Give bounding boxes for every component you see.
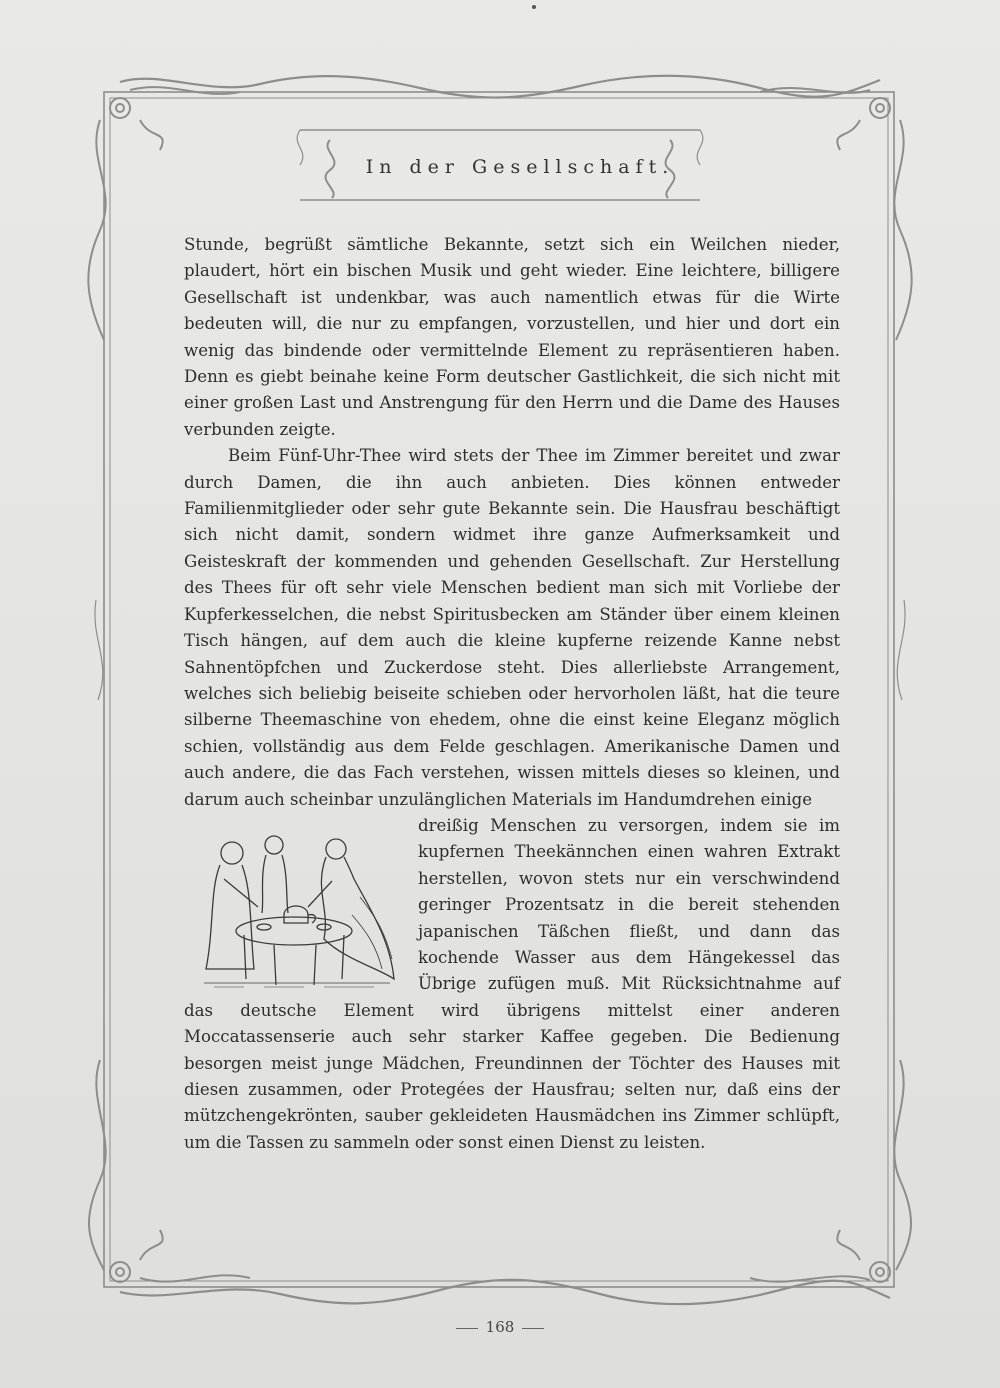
footer-dash-right: [522, 1328, 544, 1329]
paragraph: Beim Fünf-Uhr-Thee wird stets der Thee im Zimmer bereitet und zwar durch Damen, die ihn auch anbieten. Dies können entweder Familienmitglieder oder sehr gute Bekannte sein. Die Hausfrau beschäftigt sich nicht damit, sondern widmet ihre ganze Aufmerksamkeit und Geisteskraft der kommenden und gehenden Gesellschaft. Zur Herstellung des Thees für oft sehr viele Menschen bedient man sich mit Vorliebe der Kupferkesselchen, die nebst Spiritusbecken am Ständer über einem kleinen Tisch hängen, auf dem auch die kleine kupferne reizende Kanne nebst Sahnentöpfchen und Zuckerdose steht. Dies allerliebste Arrangement, welches sich beliebig beiseite schieben oder hervorholen läßt, hat die teure silberne Theemaschine von ehedem, ohne die einst keine Eleganz möglich schien, vollständig aus dem Felde geschlagen. Amerikanische Damen und auch andere, die das Fach verstehen, wissen mittels dieses so kleinen, und darum auch scheinbar unzulänglichen Materials im Handumdrehen einige: [184, 446, 840, 809]
paragraph: dreißig Menschen zu versorgen, indem sie im kupfernen Theekännchen einen wahren Extrakt herstellen, wovon stets nur ein verschwindend geringer Prozentsatz in die bereit stehenden japanischen Täßchen fließt, und dann das kochende Wasser aus dem Hängekessel das Übrige zufügen muß. Mit Rücksichtnahme auf das deutsche Element wird übrigens mittelst einer anderen Moccatassenserie auch sehr starker Kaffee gegeben. Die Bedienung besorgen meist junge Mädchen, Freundinnen der Töchter des Hauses mit diesen zusammen, oder Protegées der Hausfrau; selten nur, daß eins der mützchengekrönten, sauber gekleideten Hausmädchen ins Zimmer schlüpft, um die Tassen zu sammeln oder sonst einen Dienst zu leisten.: [184, 815, 840, 1152]
page-number-footer: [430, 1318, 570, 1336]
page-number: 168: [485, 1318, 515, 1336]
body-text: [184, 232, 840, 1156]
footer-dash-left: [456, 1328, 478, 1329]
page-title: In der Gesellschaft.: [365, 156, 675, 178]
tea-party-illustration: [184, 819, 410, 991]
paragraph: Stunde, begrüßt sämtliche Bekannte, setzt sich ein Weilchen nieder, plaudert, hört ein bischen Musik und geht wieder. Eine leichtere, billigere Gesellschaft ist undenkbar, was auch namentlich etwas für die Wirte bedeuten will, die nur zu empfangen, vorzustellen, und hier und dort ein wenig das bindende oder vermittelnde Element zu repräsentieren haben. Denn es giebt beinahe keine Form deutscher Gastlichkeit, die sich nicht mit einer großen Last und Anstrengung für den Herrn und die Dame des Hauses verbunden zeigte.: [184, 235, 840, 439]
